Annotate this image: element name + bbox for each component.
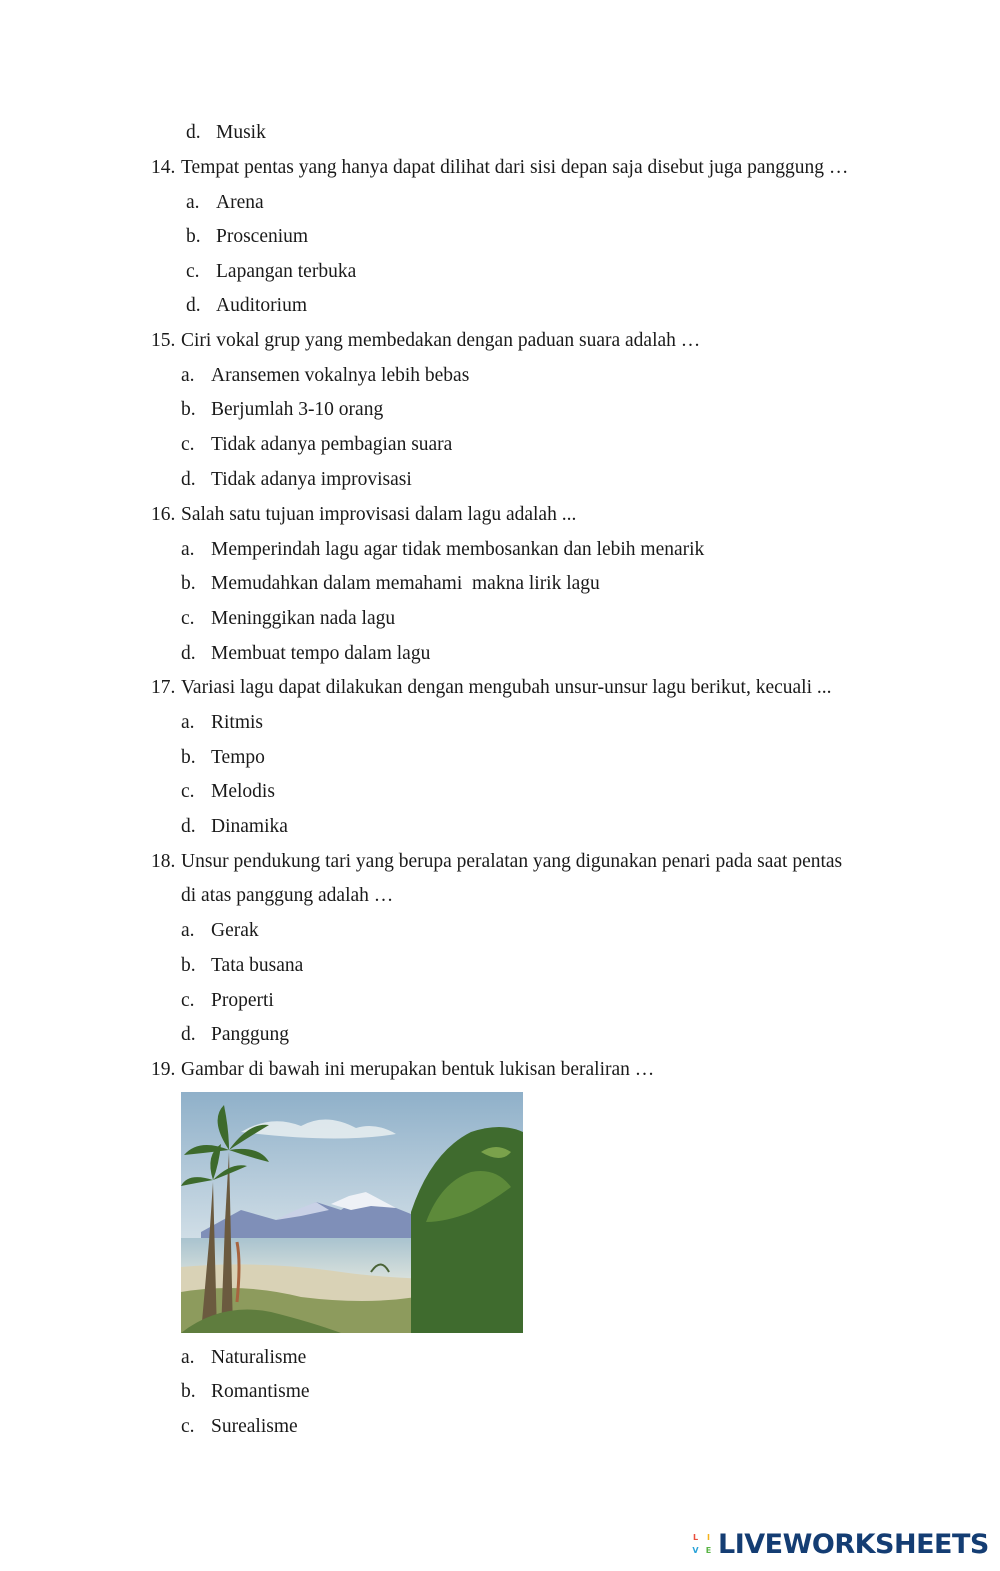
option-text: Tidak adanya pembagian suara xyxy=(211,434,453,455)
option-text: Berjumlah 3-10 orang xyxy=(211,399,384,420)
question-text: Variasi lagu dapat dilakukan dengan mengubah unsur-unsur lagu berikut, kecuali ... xyxy=(181,677,832,698)
option-18-d[interactable] xyxy=(181,1023,289,1047)
option-label: d. xyxy=(181,816,196,837)
option-14-b[interactable] xyxy=(186,225,308,249)
option-text: Musik xyxy=(216,122,266,143)
option-label: b. xyxy=(181,1381,196,1402)
option-label: d. xyxy=(181,643,196,664)
question-text: Gambar di bawah ini merupakan bentuk lukisan beraliran … xyxy=(181,1059,655,1080)
question-number: 18. xyxy=(151,851,176,872)
option-17-c[interactable] xyxy=(181,780,275,804)
option-18-c[interactable] xyxy=(181,989,274,1013)
logo-tile: L xyxy=(692,1533,699,1542)
landscape-painting xyxy=(181,1092,523,1333)
landscape-painting-art xyxy=(181,1092,523,1333)
option-text: Surealisme xyxy=(211,1416,298,1437)
option-17-d[interactable] xyxy=(181,815,288,839)
logo-tile: I xyxy=(707,1533,710,1542)
option-text: Properti xyxy=(211,990,274,1011)
option-15-d[interactable] xyxy=(181,468,412,492)
option-text: Melodis xyxy=(211,781,275,802)
option-text: Auditorium xyxy=(216,295,307,316)
option-15-c[interactable] xyxy=(181,433,452,457)
option-label: c. xyxy=(181,608,195,629)
option-16-c[interactable] xyxy=(181,607,395,631)
option-18-b[interactable] xyxy=(181,954,303,978)
question-19 xyxy=(151,1058,654,1082)
option-text: Tidak adanya improvisasi xyxy=(211,469,412,490)
option-14-prev-d[interactable] xyxy=(186,121,266,145)
option-text: Membuat tempo dalam lagu xyxy=(211,643,431,664)
option-label: b. xyxy=(181,573,196,594)
option-14-a[interactable] xyxy=(186,191,264,215)
option-label: d. xyxy=(181,1024,196,1045)
question-number: 15. xyxy=(151,330,176,351)
option-16-d[interactable] xyxy=(181,642,430,666)
option-text: Lapangan terbuka xyxy=(216,261,357,282)
option-14-c[interactable] xyxy=(186,260,356,284)
option-text: Proscenium xyxy=(216,226,309,247)
question-text: Tempat pentas yang hanya dapat dilihat dari sisi depan saja disebut juga panggung … xyxy=(181,157,849,178)
question-17 xyxy=(151,676,832,700)
option-text: Dinamika xyxy=(211,816,288,837)
brand-name: LIVEWORKSHEETS xyxy=(718,1528,989,1560)
option-label: c. xyxy=(181,781,195,802)
option-text: Memudahkan dalam memahami makna lirik lagu xyxy=(211,573,600,594)
option-label: b. xyxy=(186,226,201,247)
question-15 xyxy=(151,329,700,353)
option-15-a[interactable] xyxy=(181,364,469,388)
question-number: 14. xyxy=(151,157,176,178)
option-label: a. xyxy=(181,1347,195,1368)
option-label: c. xyxy=(181,434,195,455)
question-18-continuation: di atas panggung adalah … xyxy=(181,885,394,906)
question-18 xyxy=(151,850,842,874)
option-label: a. xyxy=(181,920,195,941)
option-19-a[interactable] xyxy=(181,1346,306,1370)
option-text: Meninggikan nada lagu xyxy=(211,608,396,629)
option-label: a. xyxy=(181,539,195,560)
option-15-b[interactable] xyxy=(181,398,383,422)
option-label: c. xyxy=(186,261,200,282)
option-18-a[interactable] xyxy=(181,919,259,943)
option-text: Naturalisme xyxy=(211,1347,307,1368)
option-label: b. xyxy=(181,399,196,420)
option-label: a. xyxy=(186,192,200,213)
question-number: 19. xyxy=(151,1059,176,1080)
option-text: Panggung xyxy=(211,1024,289,1045)
option-text: Ritmis xyxy=(211,712,264,733)
option-label: d. xyxy=(186,122,201,143)
question-number: 16. xyxy=(151,504,176,525)
option-text: Aransemen vokalnya lebih bebas xyxy=(211,365,470,386)
liveworksheets-logo xyxy=(690,1527,990,1561)
logo-tile: E xyxy=(705,1546,712,1555)
option-text: Memperindah lagu agar tidak membosankan dan lebih menarik xyxy=(211,539,705,560)
option-text: Romantisme xyxy=(211,1381,310,1402)
option-text: Gerak xyxy=(211,920,259,941)
logo-tile: V xyxy=(692,1546,699,1555)
option-19-c[interactable] xyxy=(181,1415,298,1439)
logo-tiles-icon xyxy=(690,1532,714,1556)
option-16-a[interactable] xyxy=(181,538,704,562)
option-14-d[interactable] xyxy=(186,294,307,318)
question-16 xyxy=(151,503,576,527)
option-label: d. xyxy=(186,295,201,316)
option-text: Arena xyxy=(216,192,264,213)
option-19-b[interactable] xyxy=(181,1380,310,1404)
option-label: b. xyxy=(181,747,196,768)
option-17-b[interactable] xyxy=(181,746,265,770)
option-label: a. xyxy=(181,365,195,386)
option-label: c. xyxy=(181,990,195,1011)
question-14 xyxy=(151,156,848,180)
question-number: 17. xyxy=(151,677,176,698)
option-label: d. xyxy=(181,469,196,490)
option-text: Tata busana xyxy=(211,955,304,976)
option-17-a[interactable] xyxy=(181,711,263,735)
option-label: a. xyxy=(181,712,195,733)
question-text: Salah satu tujuan improvisasi dalam lagu adalah ... xyxy=(181,504,577,525)
option-16-b[interactable] xyxy=(181,572,600,596)
option-label: b. xyxy=(181,955,196,976)
question-text: Ciri vokal grup yang membedakan dengan paduan suara adalah … xyxy=(181,330,701,351)
option-label: c. xyxy=(181,1416,195,1437)
option-text: Tempo xyxy=(211,747,265,768)
question-text: Unsur pendukung tari yang berupa peralatan yang digunakan penari pada saat pentas xyxy=(181,851,843,872)
